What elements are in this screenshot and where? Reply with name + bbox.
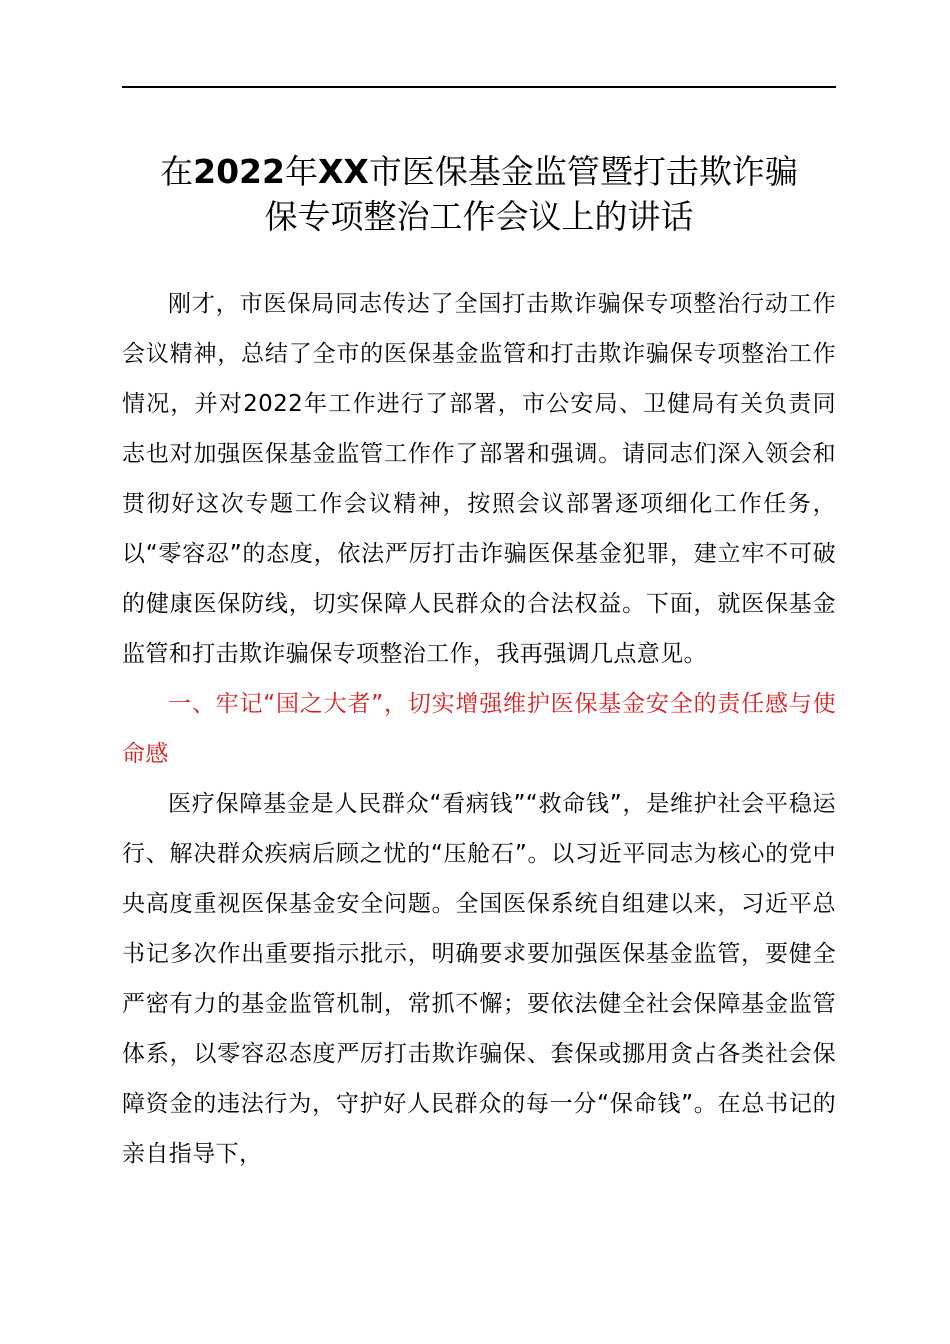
speech-body bbox=[122, 279, 836, 1179]
title-line-2: 保专项整治工作会议上的讲话 bbox=[264, 197, 694, 236]
section-1-paragraph: 医疗保障基金是人民群众“看病钱”“救命钱”，是维护社会平稳运行、解决群众疾病后顾之忧的“压舱石”。以习近平同志为核心的党中央高度重视医保基金安全问题。全国医保系统自组建以来，习近平总书记多次作出重要指示批示，明确要求要加强医保基金监管，要健全严密有力的基金监管机制，常抓不懈；要依法健全社会保障基金监管体系，以零容忍态度严厉打击欺诈骗保、套保或挪用贪占各类社会保障资金的违法行为，守护好人民群众的每一分“保命钱”。在总书记的亲自指导下， bbox=[122, 791, 836, 1167]
intro-paragraph: 刚才，市医保局同志传达了全国打击欺诈骗保专项整治行动工作会议精神，总结了全市的医保基金监管和打击欺诈骗保专项整治工作情况，并对2022年工作进行了部署，市公安局、卫健局有关负责同志也对加强医保基金监管工作作了部署和强调。请同志们深入领会和贯彻好这次专题工作会议精神，按照会议部署逐项细化工作任务，以“零容忍”的态度，依法严厉打击诈骗医保基金犯罪，建立牢不可破的健康医保防线，切实保障人民群众的合法权益。下面，就医保基金监管和打击欺诈骗保专项整治工作，我再强调几点意见。 bbox=[122, 291, 836, 667]
header-rule bbox=[122, 86, 836, 88]
title-line-1: 在2022年XX市医保基金监管暨打击欺诈骗 bbox=[160, 152, 798, 191]
title-city-placeholder: XX bbox=[317, 152, 369, 191]
title-year: 2022 bbox=[193, 152, 285, 191]
speech-title bbox=[122, 149, 836, 239]
section-heading-1: 一、牢记“国之大者”，切实增强维护医保基金安全的责任感与使命感 bbox=[122, 691, 836, 767]
